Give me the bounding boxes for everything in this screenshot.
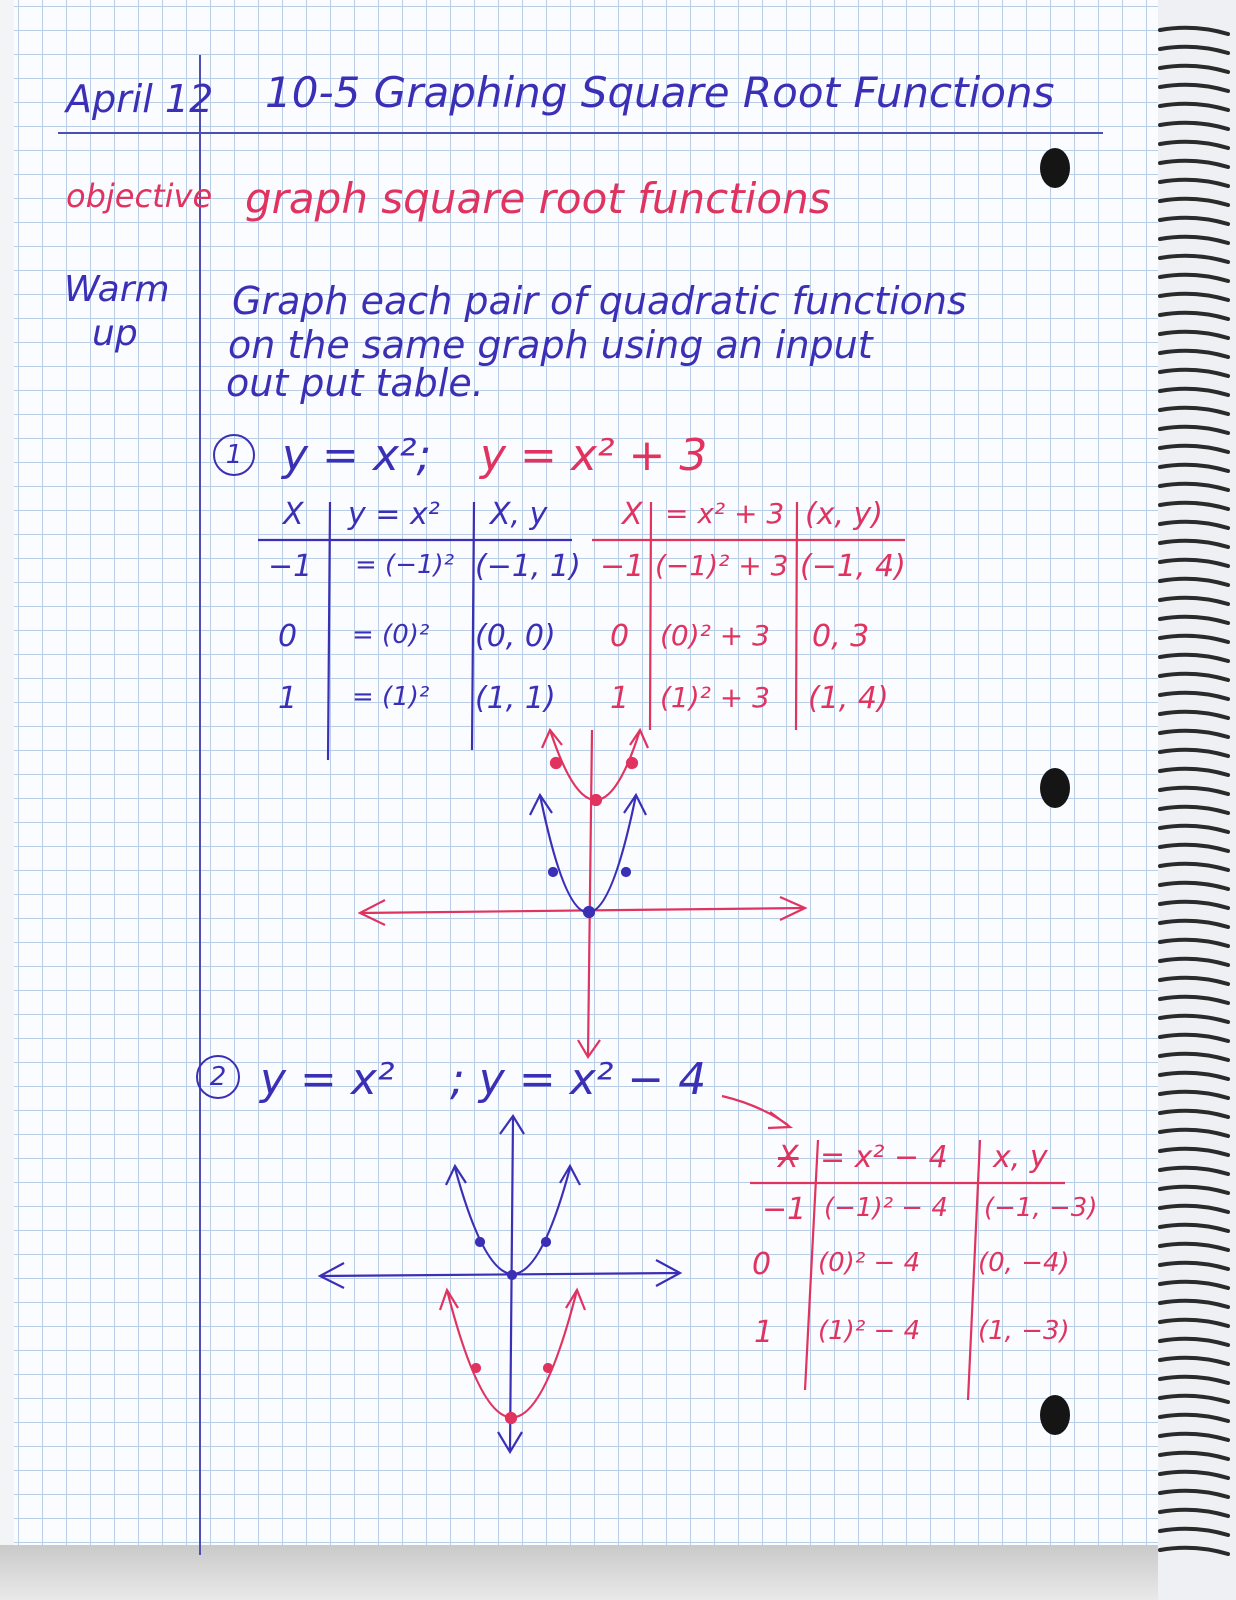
- p1b-r2-x: 0: [610, 619, 630, 654]
- p2-r2-x: 0: [752, 1247, 772, 1282]
- p2-header-xy: x, y: [993, 1140, 1048, 1175]
- problem2-number: 2: [209, 1062, 227, 1092]
- p1b-r3-y: (1)² + 3: [660, 681, 770, 714]
- p1a-header-xy: X, y: [490, 497, 548, 532]
- p2-r3-x: 1: [754, 1315, 774, 1350]
- warmup-label-line2: up: [92, 313, 138, 354]
- scan-edge: [0, 1545, 1236, 1600]
- p1b-r3-x: 1: [610, 681, 630, 716]
- p1b-r2-y: (0)² + 3: [660, 619, 770, 652]
- instruction-line-3: out put table.: [226, 361, 484, 405]
- p1a-r1-xy: (−1, 1): [475, 549, 581, 584]
- p2-r2-y: (0)² − 4: [818, 1248, 921, 1278]
- problem1-equation-b: y = x² + 3: [480, 430, 708, 481]
- spiral-binding: [1158, 0, 1236, 1600]
- p1a-r1-y: = (−1)²: [355, 550, 455, 580]
- p1a-r2-xy: (0, 0): [475, 619, 556, 654]
- p1a-r3-xy: (1, 1): [475, 681, 556, 716]
- p2-header-y: = x² − 4: [820, 1140, 948, 1175]
- p1b-r1-x: −1: [600, 549, 645, 584]
- p1a-r1-x: −1: [268, 549, 313, 584]
- problem2-equation-b: ; y = x² − 4: [450, 1054, 707, 1105]
- p1a-header-x: X: [283, 497, 304, 532]
- p1b-header-x: X: [622, 497, 643, 532]
- problem2-number-circle: [196, 1055, 240, 1099]
- p2-header-x: X: [778, 1140, 799, 1175]
- binder-hole-bottom: [1040, 1395, 1070, 1435]
- margin-line: [199, 55, 201, 1555]
- p1a-r3-y: = (1)²: [352, 682, 430, 712]
- p1a-r2-x: 0: [278, 619, 298, 654]
- p2-r3-xy: (1, −3): [978, 1316, 1070, 1346]
- objective-label: objective: [66, 177, 213, 215]
- p2-r2-xy: (0, −4): [978, 1248, 1070, 1278]
- p2-r1-y: (−1)² − 4: [824, 1193, 948, 1223]
- p2-r1-xy: (−1, −3): [984, 1193, 1098, 1223]
- p1b-r1-xy: (−1, 4): [800, 549, 906, 584]
- binder-hole-top: [1040, 148, 1070, 188]
- p1a-r3-x: 1: [278, 681, 298, 716]
- p1b-r3-xy: (1, 4): [808, 681, 889, 716]
- p1a-r2-y: = (0)²: [352, 620, 430, 650]
- title-underline: [58, 132, 1103, 134]
- p1b-header-xy: (x, y): [805, 497, 883, 532]
- problem2-equation-a: y = x²: [260, 1054, 395, 1105]
- binder-hole-middle: [1040, 768, 1070, 808]
- p2-r3-y: (1)² − 4: [818, 1316, 921, 1346]
- p1b-r2-xy: 0, 3: [812, 619, 870, 654]
- p1b-r1-y: (−1)² + 3: [655, 549, 789, 582]
- problem1-number-circle: [213, 434, 255, 476]
- p1b-header-y: = x² + 3: [665, 497, 785, 530]
- objective-text: graph square root functions: [245, 174, 831, 223]
- p1a-header-y: y = x²: [348, 497, 440, 532]
- warmup-label-line1: Warm: [64, 269, 170, 310]
- problem1-equation-a: y = x²;: [282, 430, 432, 481]
- lesson-title: 10-5 Graphing Square Root Functions: [265, 68, 1055, 117]
- problem1-number: 1: [225, 440, 243, 470]
- p2-r1-x: −1: [762, 1192, 807, 1227]
- date: April 12: [66, 77, 214, 121]
- instruction-line-1: Graph each pair of quadratic functions: [232, 279, 967, 323]
- instruction-line-2: on the same graph using an input: [228, 323, 873, 367]
